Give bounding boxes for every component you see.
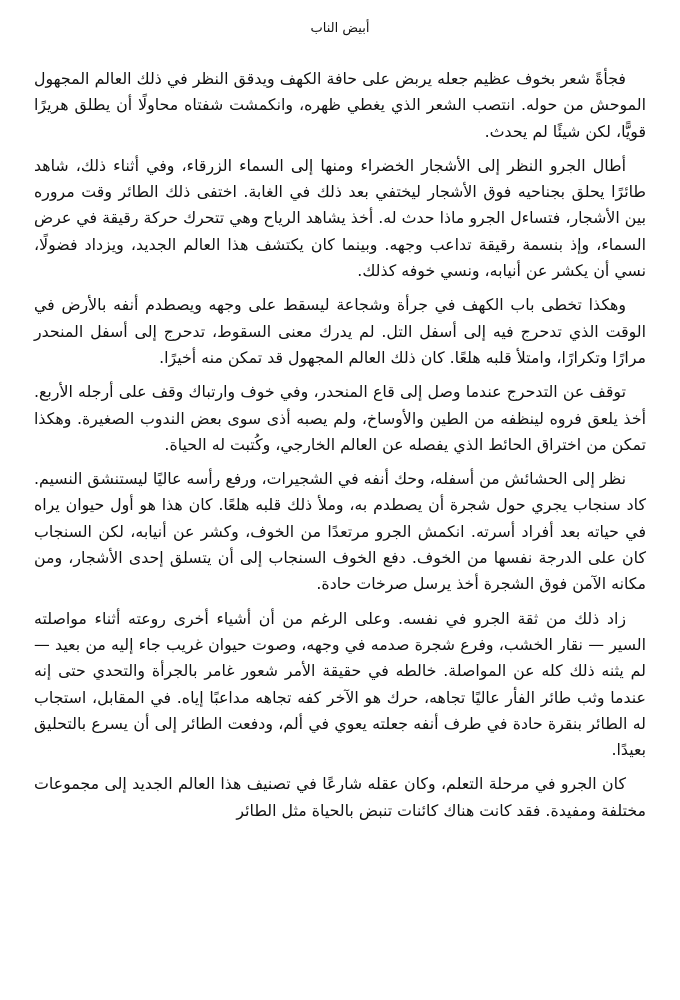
- paragraph: توقف عن التدحرج عندما وصل إلى قاع المنحدر، وفي خوف وارتباك وقف على أرجله الأربع. أخذ يلعق فروه لينظفه من الطين والأوساخ، ولم يصبه أذى سوى بعض الندوب الصغيرة. وهكذا تمكن من اختراق الحائط الذي يفصله عن العالم الخارجي، وكُتبت له الحياة.: [34, 382, 646, 454]
- paragraph: نظر إلى الحشائش من أسفله، وحك أنفه في الشجيرات، ورفع رأسه عاليًا ليستنشق النسيم. كاد سنجاب يجري حول شجرة أن يصطدم به، وملأ ذلك قلبه هلعًا. كان هذا هو أول حيوان يراه في حياته بعد أفراد أسرته. انكمش الجرو مرتعدًا من الخوف، وكشر عن أنيابه، لكن السنجاب كان على الدرجة نفسها من الخوف. دفع الخوف السنجاب إلى أن يتسلق إحدى الأشجار، ومن مكانه الآمن فوق الشجرة أخذ يرسل صرخات حادة.: [34, 469, 646, 594]
- paragraph: كان الجرو في مرحلة التعلم، وكان عقله شارعًا في تصنيف هذا العالم الجديد إلى مجموعات مختلفة ومفيدة. فقد كانت هناك كائنات تنبض بالحياة مثل الطائر: [34, 774, 646, 820]
- running-header: أبيض الناب: [310, 21, 370, 36]
- page-body: [34, 66, 646, 832]
- paragraph: زاد ذلك من ثقة الجرو في نفسه. وعلى الرغم من أن أشياء أخرى روعته أثناء مواصلته السير — نقار الخشب، وفرع شجرة صدمه في وجهه، وصوت حيوان غريب جاء إليه من بعيد — لم يثنه ذلك كله عن المواصلة. خالطه في حقيقة الأمر شعور غامر بالجرأة والتحدي حتى إنه عندما وثب طائر الفأر عاليًا تجاهه، حرك هو الآخر كفه تجاهه مداعبًا إياه. في المقابل، استجاب له الطائر بنقرة حادة في طرف أنفه جعلته يعوي في ألم، ودفعت الطائر إلى أن يسرع بالتحليق بعيدًا.: [34, 608, 646, 760]
- paragraph: أطال الجرو النظر إلى الأشجار الخضراء ومنها إلى السماء الزرقاء، وفي أثناء ذلك، شاهد طائرًا يحلق بجناحيه فوق الأشجار ليختفي بعد ذلك في الغابة. اختفى ذلك الطائر وقت مروره بين الأشجار، فتساءل الجرو ماذا حدث له. أخذ يشاهد الرياح وهي تتحرك حركة رقيقة في عرض السماء، وإذ بنسمة رقيقة تداعب وجهه. وبينما كان يكتشف هذا العالم الجديد، ويزداد فضولًا، نسي أن يكشر عن أنيابه، ونسي خوفه كذلك.: [34, 155, 646, 281]
- paragraph: فجأةً شعر بخوف عظيم جعله يربض على حافة الكهف ويدقق النظر في ذلك العالم المجهول الموحش من حوله. انتصب الشعر الذي يغطي ظهره، وانكمشت شفتاه محاولًا أن يطلق هريرًا قويًّا، لكن شيئًا لم يحدث.: [34, 69, 646, 141]
- paragraph: وهكذا تخطى باب الكهف في جرأة وشجاعة ليسقط على وجهه ويصطدم أنفه بالأرض في الوقت الذي تدحرج فيه إلى أسفل التل. لم يدرك معنى السقوط، تدحرج إلى أسفل المنحدر مرارًا وتكرارًا، وامتلأ قلبه هلعًا. كان ذلك العالم المجهول قد تمكن منه أخيرًا.: [34, 295, 646, 367]
